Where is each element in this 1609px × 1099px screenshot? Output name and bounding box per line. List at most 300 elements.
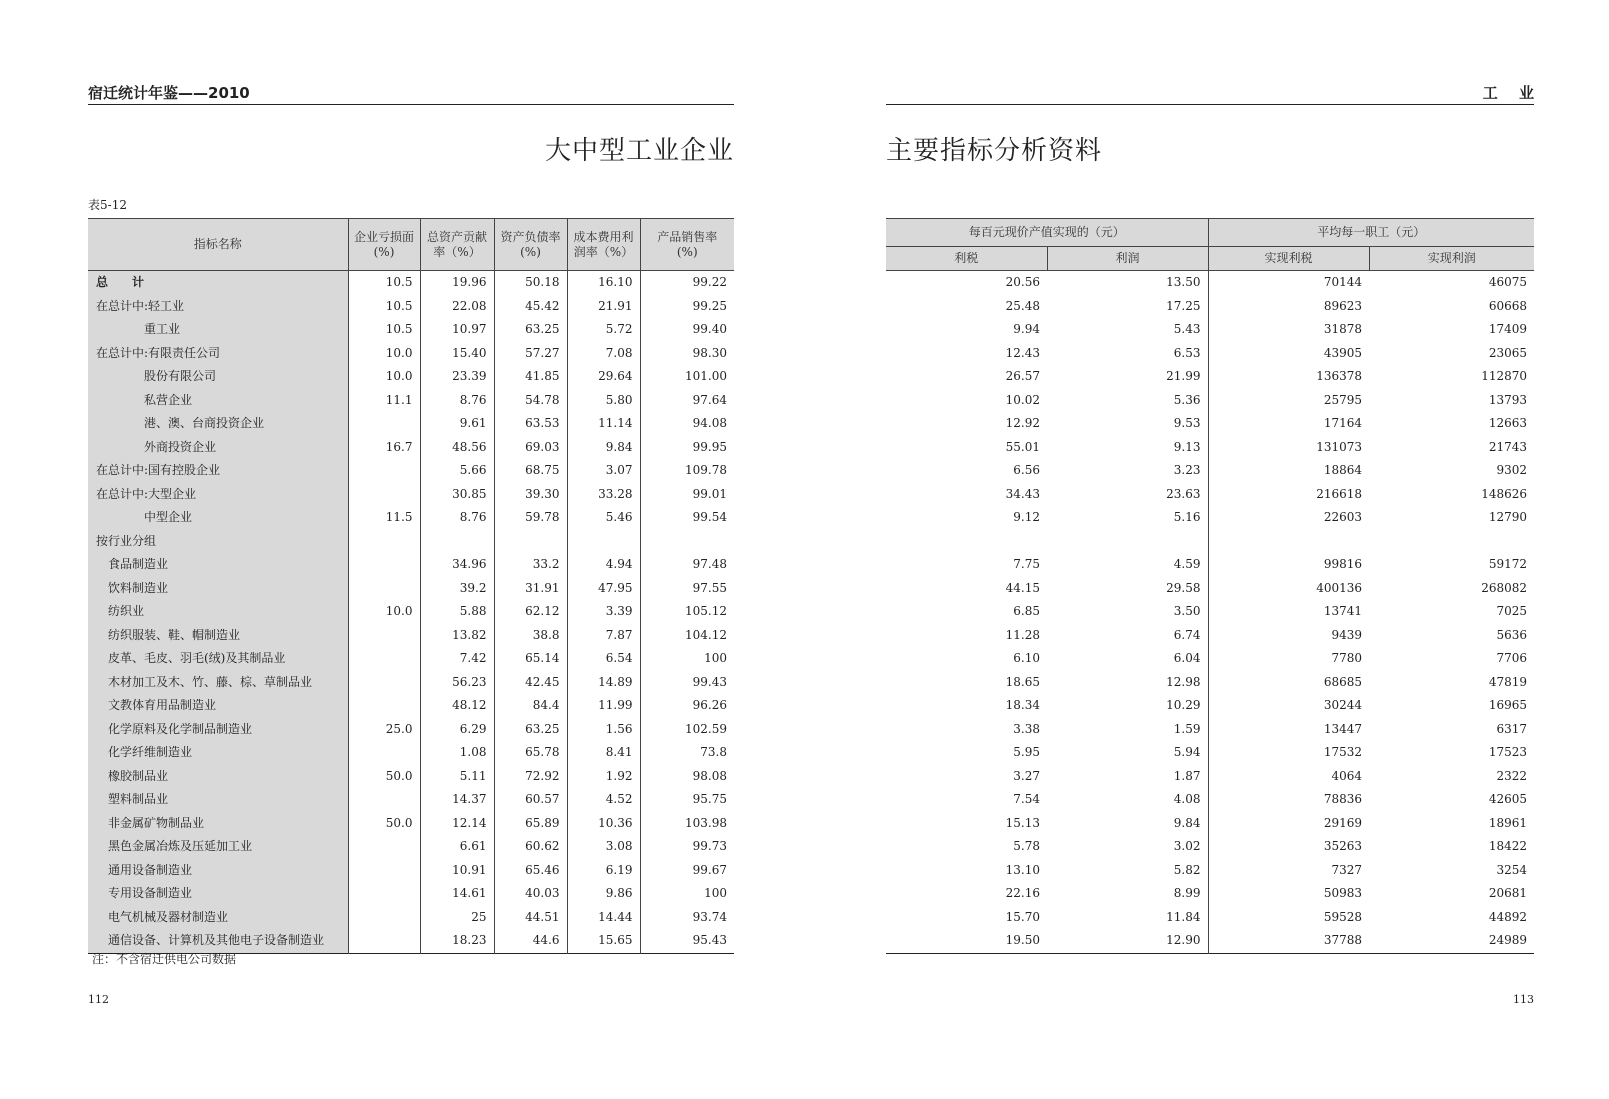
cell-value: 1.08 <box>420 741 494 765</box>
cell-value: 10.0 <box>348 365 420 389</box>
cell-value <box>348 671 420 695</box>
cell-value: 65.14 <box>494 647 567 671</box>
running-head-right <box>886 84 1542 105</box>
cell-value: 4.52 <box>567 788 640 812</box>
cell-value <box>1369 530 1534 554</box>
table-row <box>886 295 1534 319</box>
cell-value: 7.42 <box>420 647 494 671</box>
cell-value <box>567 530 640 554</box>
cell-value: 94.08 <box>692 416 727 430</box>
table-row <box>88 859 734 883</box>
cell-value: 25795 <box>1323 392 1363 407</box>
cell-value: 216618 <box>1316 486 1363 501</box>
running-head-left <box>88 84 734 105</box>
cell-value: 13.50 <box>1047 271 1208 295</box>
cell-value: 39.2 <box>420 577 494 601</box>
cell-value: 16.10 <box>567 271 640 295</box>
row-label: 按行业分组 <box>88 530 348 554</box>
cell-value: 7327 <box>1331 862 1363 877</box>
cell-value: 99.22 <box>692 275 727 289</box>
cell-value: 15.13 <box>1005 815 1040 830</box>
section-name: 工 业 <box>1482 84 1542 102</box>
cell-value: 44.15 <box>1005 580 1040 595</box>
cell-value: 56.23 <box>420 671 494 695</box>
row-label: 在总计中:有限责任公司 <box>88 342 348 366</box>
cell-value: 99.95 <box>692 439 727 454</box>
cell-value: 7.54 <box>1013 792 1040 806</box>
page-number-left: 112 <box>88 993 109 1006</box>
cell-value: 8.76 <box>420 389 494 413</box>
cell-value: 1.56 <box>567 718 640 742</box>
table-row <box>886 271 1534 295</box>
cell-value: 12.90 <box>1047 929 1208 953</box>
table-row <box>88 459 734 483</box>
table-row <box>886 647 1534 671</box>
cell-value: 18864 <box>1323 463 1363 477</box>
cell-value: 5.46 <box>567 506 640 530</box>
cell-value: 112870 <box>1481 369 1528 383</box>
header-per-employee: 平均每一职工（元） <box>1208 219 1534 247</box>
page-title-left: 大中型工业企业 <box>544 136 734 166</box>
table-row <box>88 671 734 695</box>
cell-value: 12.14 <box>420 812 494 836</box>
table-number: 表5-12 <box>88 198 127 212</box>
row-label: 橡胶制品业 <box>88 765 348 789</box>
table-row <box>886 929 1534 953</box>
cell-value: 6.85 <box>1013 604 1040 618</box>
cell-value: 6.54 <box>567 647 640 671</box>
cell-value: 5.16 <box>1047 506 1208 530</box>
table-row <box>886 506 1534 530</box>
row-label: 总 计 <box>88 271 348 295</box>
cell-value: 5.78 <box>1013 839 1040 853</box>
cell-value: 6317 <box>1496 721 1528 736</box>
cell-value: 23065 <box>1488 345 1528 360</box>
cell-value <box>348 577 420 601</box>
cell-value: 50.0 <box>348 765 420 789</box>
cell-value: 18.23 <box>420 929 494 953</box>
cell-value: 65.78 <box>494 741 567 765</box>
table-row <box>886 530 1534 554</box>
header-tax-profit: 利税 <box>886 247 1047 271</box>
cell-value: 5636 <box>1496 627 1528 642</box>
cell-value: 10.5 <box>348 271 420 295</box>
cell-value: 33.2 <box>494 553 567 577</box>
cell-value: 6.19 <box>567 859 640 883</box>
cell-value: 14.37 <box>420 788 494 812</box>
cell-value: 9.61 <box>420 412 494 436</box>
cell-value: 41.85 <box>494 365 567 389</box>
table-row <box>88 271 734 295</box>
row-label: 化学原料及化学制品制造业 <box>88 718 348 742</box>
table-row <box>88 389 734 413</box>
row-label: 在总计中:轻工业 <box>88 295 348 319</box>
table-row <box>88 412 734 436</box>
cell-value <box>348 530 420 554</box>
cell-value: 11.28 <box>1005 627 1040 642</box>
cell-value: 99.01 <box>692 486 727 501</box>
cell-value: 60.62 <box>494 835 567 859</box>
table-row <box>886 389 1534 413</box>
cell-value: 10.36 <box>567 812 640 836</box>
cell-value: 22603 <box>1323 510 1363 524</box>
cell-value: 29169 <box>1323 815 1363 830</box>
cell-value <box>348 483 420 507</box>
row-label: 外商投资企业 <box>88 436 348 460</box>
cell-value: 62.12 <box>494 600 567 624</box>
cell-value: 11.84 <box>1047 906 1208 930</box>
cell-value: 9.53 <box>1047 412 1208 436</box>
cell-value: 29.64 <box>567 365 640 389</box>
cell-value: 101.00 <box>685 369 727 383</box>
cell-value: 7.08 <box>567 342 640 366</box>
cell-value <box>348 412 420 436</box>
cell-value: 84.4 <box>494 694 567 718</box>
cell-value: 21743 <box>1488 439 1528 454</box>
cell-value: 93.74 <box>692 909 727 924</box>
cell-value: 50.18 <box>494 271 567 295</box>
cell-value: 5.88 <box>420 600 494 624</box>
cell-value: 9.86 <box>567 882 640 906</box>
cell-value <box>348 859 420 883</box>
cell-value: 99.73 <box>692 839 727 853</box>
cell-value: 10.02 <box>1005 392 1040 407</box>
cell-value: 11.14 <box>567 412 640 436</box>
table-row <box>88 318 734 342</box>
yearbook-title: 宿迁统计年鉴——2010 <box>88 84 250 102</box>
cell-value: 9.12 <box>1013 510 1040 524</box>
row-label: 通用设备制造业 <box>88 859 348 883</box>
cell-value: 102.59 <box>685 721 727 736</box>
cell-value: 6.29 <box>420 718 494 742</box>
table-row <box>886 694 1534 718</box>
cell-value: 44.6 <box>494 929 567 953</box>
cell-value: 48.56 <box>420 436 494 460</box>
row-label: 纺织服装、鞋、帽制造业 <box>88 624 348 648</box>
table-row <box>88 530 734 554</box>
table-row <box>886 318 1534 342</box>
cell-value: 4.59 <box>1047 553 1208 577</box>
cell-value: 1.87 <box>1047 765 1208 789</box>
cell-value <box>348 694 420 718</box>
cell-value: 14.61 <box>420 882 494 906</box>
cell-value: 7.87 <box>567 624 640 648</box>
table-row <box>886 812 1534 836</box>
cell-value: 131073 <box>1316 439 1363 454</box>
table-row <box>88 647 734 671</box>
cell-value: 1.59 <box>1047 718 1208 742</box>
table-row <box>886 741 1534 765</box>
cell-value: 33.28 <box>567 483 640 507</box>
cell-value: 20.56 <box>1005 275 1040 289</box>
cell-value: 23.63 <box>1047 483 1208 507</box>
table-row <box>88 577 734 601</box>
row-label: 港、澳、台商投资企业 <box>88 412 348 436</box>
cell-value: 63.53 <box>494 412 567 436</box>
cell-value: 17164 <box>1323 416 1363 430</box>
cell-value: 97.48 <box>692 557 727 571</box>
cell-value <box>494 530 567 554</box>
cell-value: 18422 <box>1488 839 1528 853</box>
table-row <box>88 553 734 577</box>
cell-value: 14.89 <box>567 671 640 695</box>
cell-value: 17532 <box>1323 745 1363 759</box>
cell-value: 12663 <box>1488 416 1528 430</box>
table-row <box>886 553 1534 577</box>
table-row <box>88 342 734 366</box>
header-debt-ratio: 资产负债率 (%) <box>494 219 567 271</box>
table-row <box>886 718 1534 742</box>
cell-value: 7706 <box>1496 651 1528 665</box>
cell-value: 50.0 <box>348 812 420 836</box>
cell-value: 9302 <box>1496 463 1528 477</box>
cell-value: 10.5 <box>348 295 420 319</box>
cell-value <box>348 624 420 648</box>
cell-value: 10.29 <box>1047 694 1208 718</box>
cell-value: 5.11 <box>420 765 494 789</box>
cell-value: 7.75 <box>1013 557 1040 571</box>
cell-value: 12790 <box>1488 510 1528 524</box>
cell-value: 8.99 <box>1047 882 1208 906</box>
cell-value: 16965 <box>1488 698 1528 712</box>
cell-value: 99.67 <box>692 862 727 877</box>
row-label: 通信设备、计算机及其他电子设备制造业 <box>88 929 348 953</box>
cell-value: 44892 <box>1488 909 1528 924</box>
cell-value: 89623 <box>1323 298 1363 313</box>
cell-value <box>348 906 420 930</box>
cell-value: 12.98 <box>1047 671 1208 695</box>
table-row <box>88 624 734 648</box>
row-label: 化学纤维制造业 <box>88 741 348 765</box>
header-profit: 利润 <box>1047 247 1208 271</box>
cell-value: 95.43 <box>692 933 727 947</box>
cell-value: 6.53 <box>1047 342 1208 366</box>
cell-value: 103.98 <box>685 815 727 830</box>
cell-value <box>420 530 494 554</box>
cell-value: 4.94 <box>567 553 640 577</box>
row-label: 私营企业 <box>88 389 348 413</box>
row-label: 塑料制品业 <box>88 788 348 812</box>
cell-value: 72.92 <box>494 765 567 789</box>
cell-value: 26.57 <box>1005 369 1040 383</box>
cell-value: 98.08 <box>692 768 727 783</box>
table-row <box>886 624 1534 648</box>
cell-value: 47.95 <box>567 577 640 601</box>
right-table <box>886 218 1534 954</box>
cell-value: 23.39 <box>420 365 494 389</box>
header-indicator-name: 指标名称 <box>88 219 348 271</box>
cell-value <box>348 788 420 812</box>
cell-value: 10.0 <box>348 600 420 624</box>
table-row <box>886 835 1534 859</box>
cell-value: 104.12 <box>685 627 727 642</box>
cell-value: 148626 <box>1481 486 1528 501</box>
table-row <box>88 741 734 765</box>
cell-value: 11.5 <box>348 506 420 530</box>
cell-value: 55.01 <box>1005 439 1040 454</box>
cell-value: 98.30 <box>692 345 727 360</box>
cell-value: 4064 <box>1331 768 1363 783</box>
row-label: 电气机械及器材制造业 <box>88 906 348 930</box>
table-row <box>886 859 1534 883</box>
cell-value <box>1208 530 1369 554</box>
cell-value: 19.50 <box>1005 933 1040 947</box>
cell-value: 11.1 <box>348 389 420 413</box>
cell-value: 20681 <box>1488 886 1528 900</box>
header-per-hundred-yuan: 每百元现价产值实现的（元） <box>886 219 1208 247</box>
cell-value: 400136 <box>1316 580 1363 595</box>
row-label: 中型企业 <box>88 506 348 530</box>
row-label: 专用设备制造业 <box>88 882 348 906</box>
table-row <box>886 577 1534 601</box>
table-row <box>886 459 1534 483</box>
cell-value: 3.08 <box>567 835 640 859</box>
cell-value: 24989 <box>1488 933 1528 947</box>
cell-value: 99.40 <box>692 322 727 336</box>
page-title-right: 主要指标分析资料 <box>886 136 1103 166</box>
cell-value: 5.94 <box>1047 741 1208 765</box>
cell-value: 8.76 <box>420 506 494 530</box>
cell-value: 60.57 <box>494 788 567 812</box>
cell-value: 5.36 <box>1047 389 1208 413</box>
cell-value: 1.92 <box>567 765 640 789</box>
cell-value <box>1047 530 1208 554</box>
cell-value: 42605 <box>1488 792 1528 806</box>
cell-value <box>348 929 420 953</box>
cell-value <box>348 459 420 483</box>
cell-value: 96.26 <box>692 698 727 712</box>
table-row <box>886 906 1534 930</box>
cell-value: 44.51 <box>494 906 567 930</box>
cell-value: 109.78 <box>685 463 727 477</box>
cell-value: 9.84 <box>1047 812 1208 836</box>
table-row <box>88 765 734 789</box>
table-row <box>88 295 734 319</box>
row-label: 食品制造业 <box>88 553 348 577</box>
cell-value: 100 <box>704 886 727 900</box>
cell-value: 50983 <box>1323 886 1363 900</box>
row-label: 纺织业 <box>88 600 348 624</box>
cell-value: 105.12 <box>685 604 727 618</box>
cell-value: 99.54 <box>692 510 727 524</box>
cell-value: 9.94 <box>1013 322 1040 336</box>
row-label: 皮革、毛皮、羽毛(绒)及其制品业 <box>88 647 348 671</box>
cell-value: 30.85 <box>420 483 494 507</box>
cell-value: 35263 <box>1323 839 1363 853</box>
cell-value: 6.04 <box>1047 647 1208 671</box>
row-label: 木材加工及木、竹、藤、棕、草制品业 <box>88 671 348 695</box>
cell-value: 63.25 <box>494 718 567 742</box>
header-realized-profit: 实现利润 <box>1369 247 1534 271</box>
cell-value: 14.44 <box>567 906 640 930</box>
cell-value: 3.27 <box>1013 768 1040 783</box>
header-realized-tax-profit: 实现利税 <box>1208 247 1369 271</box>
table-row <box>88 788 734 812</box>
cell-value: 21.99 <box>1047 365 1208 389</box>
cell-value: 9439 <box>1331 627 1363 642</box>
cell-value <box>886 530 1047 554</box>
row-label: 股份有限公司 <box>88 365 348 389</box>
cell-value: 3254 <box>1496 862 1528 877</box>
table-row <box>88 506 734 530</box>
table-row <box>88 436 734 460</box>
left-table <box>88 218 734 954</box>
cell-value: 17523 <box>1488 745 1528 759</box>
cell-value: 15.40 <box>420 342 494 366</box>
cell-value: 59528 <box>1323 909 1363 924</box>
cell-value: 12.92 <box>1005 416 1040 430</box>
header-asset-contribution: 总资产贡献 率（%） <box>420 219 494 271</box>
cell-value: 9.13 <box>1047 436 1208 460</box>
cell-value: 39.30 <box>494 483 567 507</box>
cell-value: 45.42 <box>494 295 567 319</box>
cell-value: 19.96 <box>420 271 494 295</box>
cell-value: 25.48 <box>1005 298 1040 313</box>
cell-value: 78836 <box>1323 792 1363 806</box>
cell-value: 8.41 <box>567 741 640 765</box>
table-row <box>886 342 1534 366</box>
table-row <box>88 694 734 718</box>
cell-value <box>348 882 420 906</box>
cell-value: 40.03 <box>494 882 567 906</box>
table-note: 注：不含宿迁供电公司数据 <box>92 952 237 966</box>
cell-value: 46075 <box>1488 275 1528 289</box>
cell-value: 7780 <box>1331 651 1363 665</box>
cell-value: 70144 <box>1323 275 1363 289</box>
cell-value: 18.65 <box>1005 674 1040 689</box>
cell-value: 5.43 <box>1047 318 1208 342</box>
cell-value: 47819 <box>1488 674 1528 689</box>
cell-value: 6.56 <box>1013 463 1040 477</box>
cell-value: 10.0 <box>348 342 420 366</box>
cell-value: 3.39 <box>567 600 640 624</box>
row-label: 黑色金属冶炼及压延加工业 <box>88 835 348 859</box>
table-row <box>88 835 734 859</box>
cell-value: 97.55 <box>692 580 727 595</box>
table-row <box>886 765 1534 789</box>
cell-value <box>348 835 420 859</box>
cell-value: 5.66 <box>420 459 494 483</box>
cell-value: 3.38 <box>1013 721 1040 736</box>
cell-value: 6.74 <box>1047 624 1208 648</box>
table-row <box>88 882 734 906</box>
row-label: 重工业 <box>88 318 348 342</box>
table-row <box>886 600 1534 624</box>
cell-value: 68.75 <box>494 459 567 483</box>
cell-value: 3.07 <box>567 459 640 483</box>
cell-value: 10.91 <box>420 859 494 883</box>
cell-value: 100 <box>704 651 727 665</box>
cell-value: 268082 <box>1481 580 1528 595</box>
cell-value: 16.7 <box>348 436 420 460</box>
cell-value: 5.72 <box>567 318 640 342</box>
cell-value: 43905 <box>1323 345 1363 360</box>
cell-value: 21.91 <box>567 295 640 319</box>
table-row <box>886 483 1534 507</box>
table-row <box>886 412 1534 436</box>
cell-value: 10.5 <box>348 318 420 342</box>
cell-value: 34.43 <box>1005 486 1040 501</box>
cell-value: 99.25 <box>692 298 727 313</box>
cell-value: 42.45 <box>494 671 567 695</box>
row-label: 文教体育用品制造业 <box>88 694 348 718</box>
row-label: 在总计中:国有控股企业 <box>88 459 348 483</box>
cell-value: 17409 <box>1488 322 1528 336</box>
right-page <box>886 0 1542 1099</box>
cell-value: 54.78 <box>494 389 567 413</box>
cell-value: 3.23 <box>1047 459 1208 483</box>
cell-value: 65.46 <box>494 859 567 883</box>
